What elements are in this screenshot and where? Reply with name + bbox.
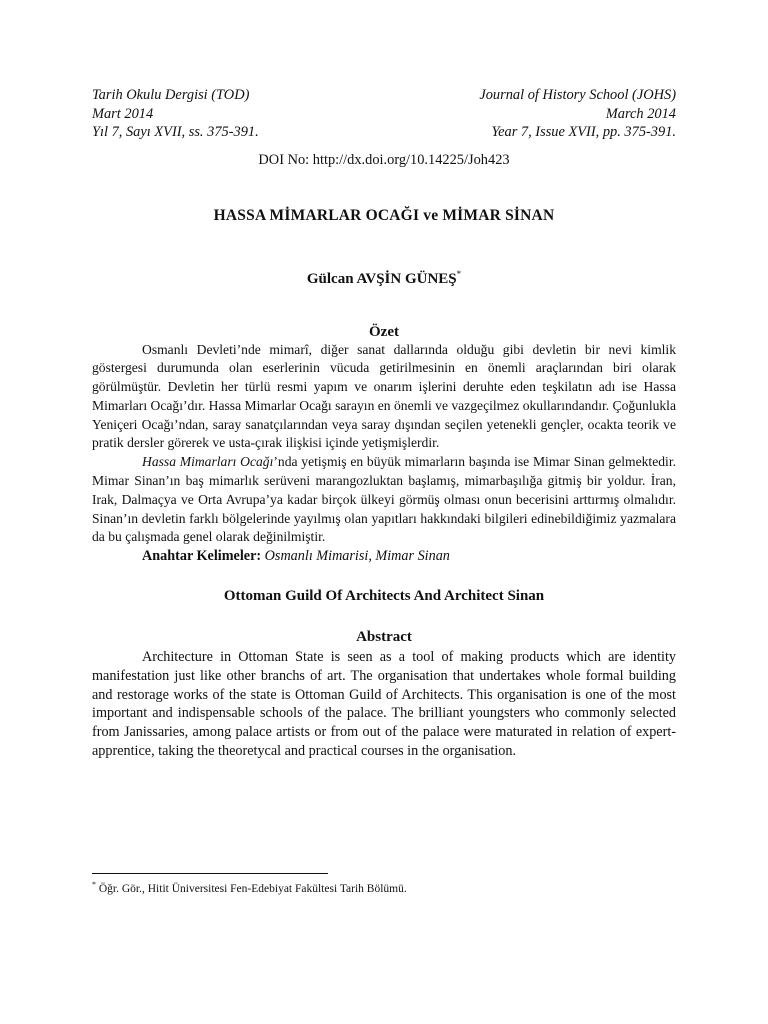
issue-date-en: March 2014	[605, 105, 676, 122]
doi-line[interactable]: DOI No: http://dx.doi.org/10.14225/Joh423	[258, 151, 510, 168]
journal-header	[92, 86, 676, 142]
article-title: HASSA MİMARLAR OCAĞI ve MİMAR SİNAN	[213, 206, 555, 224]
ozet-paragraph-2-text: ’nda yetişmiş en büyük mimarların başında ise Mimar Sinan gelmektedir. Mimar Sinan’ın baş mimarlık serüveni marangozluktan başlamış, mimarbaşılığa gitmiş bir yoldur. İran, Irak, Dalmaçya ve Orta Avrupa’ya kadar birçok ülkeyi görmüş olması onun becerisini arttırmış olmalıdır. Sinan’ın devletin farklı bölgelerinde yayılmış olan yapıtları hakkındaki bilgileri edinebildiğimiz yazmalara da bu çalışmada genel olarak değinilmiştir.	[92, 454, 676, 545]
ozet-paragraph-2	[92, 453, 676, 547]
ozet-paragraph-2-italic: Hassa Mimarları Ocağı	[142, 454, 274, 470]
keywords-line	[92, 547, 676, 566]
author-line	[92, 269, 676, 288]
abstract-paragraph: Architecture in Ottoman State is seen as a tool of making products which are identity manifestation just like other branchs of art. The organisation that undertakes whole formal building and restorage works of the state is Ottoman Guild of Architects. This organisation is one of the most important and indispensable schools of the palace. The brilliant youngsters who commonly selected from Janissaries, among palace artists or from out of the palace were maturated in relation of expert-apprentice, taking the theoretycal and practical courses in the organisation.	[92, 649, 676, 760]
journal-name-tr: Tarih Okulu Dergisi (TOD)	[92, 87, 250, 103]
article-page	[92, 86, 676, 761]
author-name: Gülcan AVŞİN GÜNEŞ	[306, 270, 457, 287]
header-left	[92, 86, 259, 142]
issue-volume-tr: Yıl 7, Sayı XVII, ss. 375-391.	[92, 124, 259, 140]
english-title: Ottoman Guild Of Architects And Architect Sinan	[223, 588, 545, 605]
issue-volume-en: Year 7, Issue XVII, pp. 375-391.	[491, 124, 676, 140]
footnote-mark: *	[92, 880, 96, 889]
author-footnote-mark[interactable]: *	[456, 268, 462, 279]
header-right	[479, 86, 676, 142]
footnote-divider	[92, 873, 328, 874]
abstract-heading: Abstract	[356, 629, 412, 646]
footnote-text: Öğr. Gör., Hitit Üniversitesi Fen-Edebiyat Fakültesi Tarih Bölümü.	[98, 882, 407, 895]
issue-date-tr: Mart 2014	[92, 105, 154, 122]
keywords-label: Anahtar Kelimeler:	[142, 548, 262, 565]
journal-name-en: Journal of History School (JOHS)	[479, 87, 676, 103]
ozet-heading: Özet	[369, 323, 399, 340]
keywords-value: Osmanlı Mimarisi, Mimar Sinan	[264, 548, 450, 565]
ozet-paragraph-1: Osmanlı Devleti’nde mimarî, diğer sanat dallarında olduğu gibi devletin bir nevi kimlik göstergesi durumunda olan eserlerinin vücuda getirilmesinin en önemli araçlarından biri olarak görülmüştür. Devletin her türlü resmi yapım ve onarım işlerini deruhte eden teşkilatın adı ise Hassa Mimarları Ocağı’dır. Hassa Mimarlar Ocağı sarayın en önemli ve vazgeçilmez okullarındandır. Çoğunlukla Yeniçeri Ocağı’ndan, saray sanatçılarından veya saray dışından seçilen yetenekli gençler, ocakta teorik ve pratik dersler görerek ve usta-çırak ilişkisi içinde yetişmişlerdir.	[92, 341, 676, 451]
footnote	[92, 880, 407, 895]
